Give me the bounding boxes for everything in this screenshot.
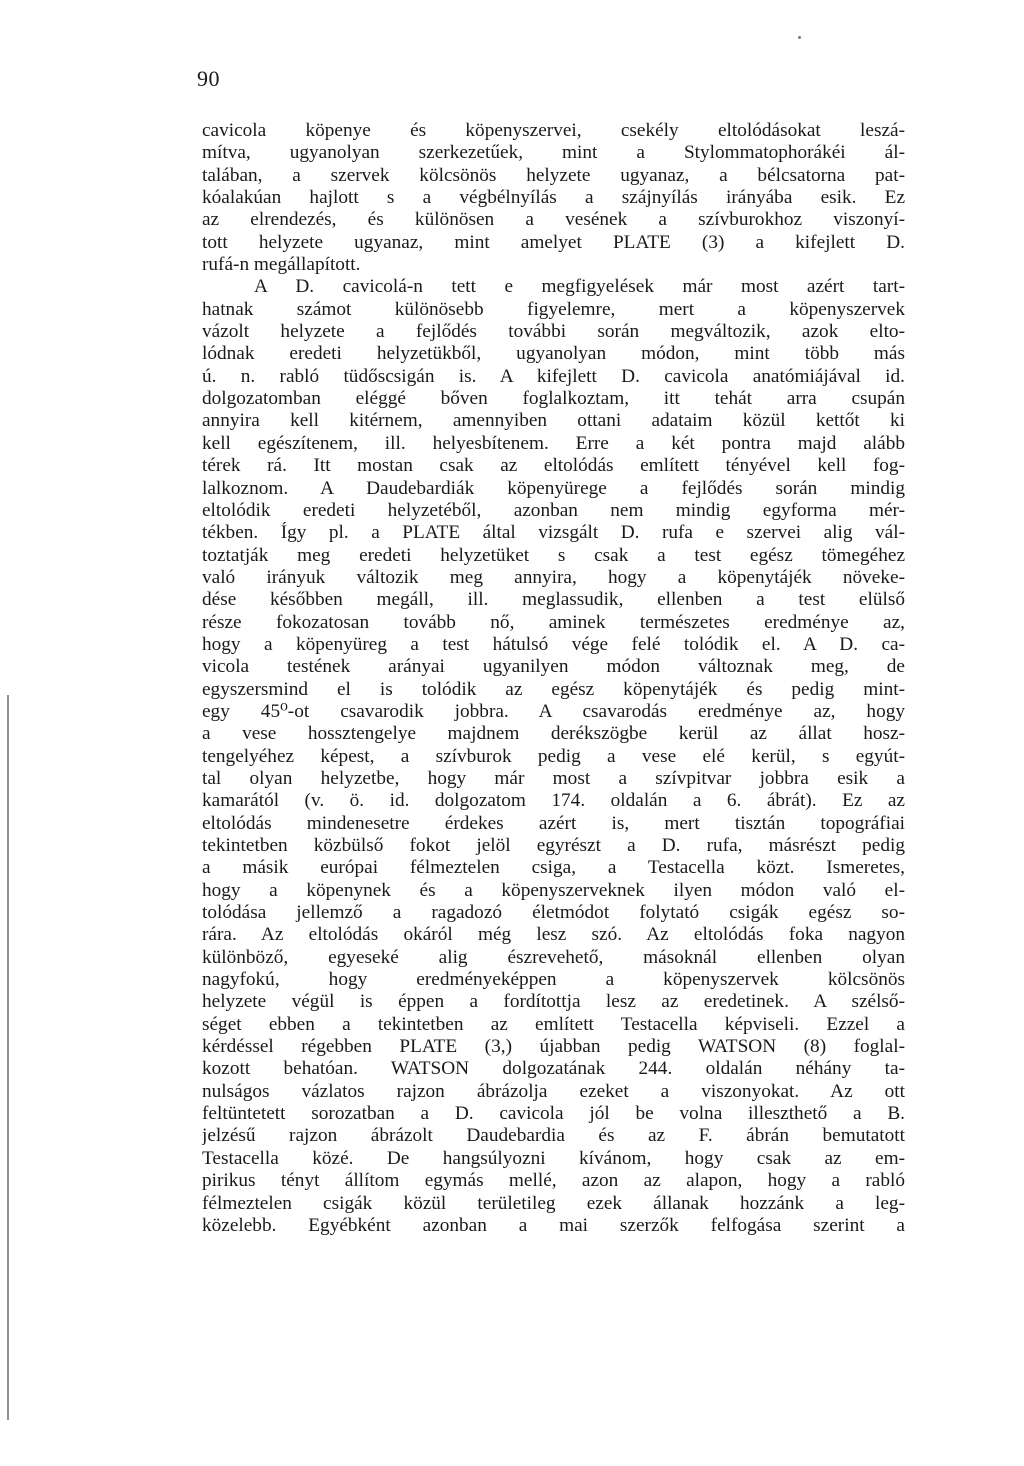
text-line: A D. cavicolá-n tett e megfigyelések már most azért tart- bbox=[254, 276, 905, 298]
text-line: egyszersmind el is tolódik az egész köpenytájék és pedig mint- bbox=[202, 678, 905, 700]
text-line: való irányuk változik meg annyira, hogy a köpenytájék növeke- bbox=[202, 566, 905, 588]
body-text bbox=[202, 120, 905, 1237]
text-line: hogy a köpenyüreg a test hátulsó vége felé tolódik el. A D. ca- bbox=[202, 633, 905, 655]
text-line: tott helyzete ugyanaz, mint amelyet PLATE (3) a kifejlett D. bbox=[202, 231, 905, 253]
text-line: tal olyan helyzetbe, hogy már most a szívpitvar jobbra esik a bbox=[202, 767, 905, 789]
text-line: hogy a köpenynek és a köpenyszerveknek ilyen módon való el- bbox=[202, 879, 905, 901]
text-line: kozott behatóan. WATSON dolgozatának 244. oldalán néhány ta- bbox=[202, 1058, 905, 1080]
text-line: séget ebben a tekintetben az említett Testacella képviseli. Ezzel a bbox=[202, 1013, 905, 1035]
text-line: tékben. Így pl. a PLATE által vizsgált D. rufa e szervei alig vál- bbox=[202, 522, 905, 544]
text-line: vicola testének arányai ugyanilyen módon változnak meg, de bbox=[202, 656, 905, 678]
text-line: félmeztelen csigák közül területileg ezek állanak hozzánk a leg- bbox=[202, 1192, 905, 1214]
text-line: toztatják meg eredeti helyzetüket s csak a test egész tömegéhez bbox=[202, 544, 905, 566]
text-line: különböző, egyeseké alig észrevehető, másoknál ellenben olyan bbox=[202, 946, 905, 968]
text-line: Testacella közé. De hangsúlyozni kívánom, hogy csak az em- bbox=[202, 1147, 905, 1169]
text-line: jelzésű rajzon ábrázolt Daudebardia és az F. ábrán bemutatott bbox=[202, 1125, 905, 1147]
text-line: hatnak számot különösebb figyelemre, mert a köpenyszervek bbox=[202, 298, 905, 320]
text-line: dése későbben megáll, ill. meglassudik, ellenben a test elülső bbox=[202, 589, 905, 611]
text-line: pirikus tényt állítom egymás mellé, azon az alapon, hogy a rabló bbox=[202, 1170, 905, 1192]
text-line: mítva, ugyanolyan szerkezetűek, mint a Stylommatophorákéi ál- bbox=[202, 142, 905, 164]
text-line: kamarától (v. ö. id. dolgozatom 174. oldalán a 6. ábrát). Ez az bbox=[202, 790, 905, 812]
scan-speck bbox=[798, 36, 801, 39]
text-line: kell egészítenem, ill. helyesbítenem. Erre a két pontra majd alább bbox=[202, 432, 905, 454]
text-line: dolgozatomban eléggé bőven foglalkoztam, itt tehát arra csupán bbox=[202, 388, 905, 410]
text-line: tengelyéhez képest, a szívburok pedig a vese elé kerül, s egyút- bbox=[202, 745, 905, 767]
text-line: része fokozatosan tovább nő, aminek természetes eredménye az, bbox=[202, 611, 905, 633]
page-number: 90 bbox=[197, 66, 220, 91]
text-line: annyira kell kitérnem, amennyiben ottani adataim közül kettőt ki bbox=[202, 410, 905, 432]
text-line: az elrendezés, és különösen a vesének a szívburokhoz viszonyí- bbox=[202, 209, 905, 231]
text-line: tolódása jellemző a ragadozó életmódot folytató csigák egész so- bbox=[202, 902, 905, 924]
scan-edge-shadow bbox=[7, 695, 9, 1420]
text-line: feltüntetett sorozatban a D. cavicola jól be volna illeszthető a B. bbox=[202, 1103, 905, 1125]
text-line: nagyfokú, hogy eredményeképpen a köpenyszervek kölcsönös bbox=[202, 969, 905, 991]
text-line: kérdéssel régebben PLATE (3,) újabban pedig WATSON (8) foglal- bbox=[202, 1036, 905, 1058]
text-line: rufá-n megállapított. bbox=[202, 254, 361, 276]
text-line: ú. n. rabló tüdőscsigán is. A kifejlett D. cavicola anatómiájával id. bbox=[202, 365, 905, 387]
text-line: közelebb. Egyébként azonban a mai szerzők felfogása szerint a bbox=[202, 1214, 905, 1236]
text-line: rára. Az eltolódás okáról még lesz szó. Az eltolódás foka nagyon bbox=[202, 924, 905, 946]
text-line: tekintetben közbülső fokot jelöl egyrészt a D. rufa, másrészt pedig bbox=[202, 835, 905, 856]
text-line: kóalakúan hajlott s a végbélnyílás a szájnyílás irányába esik. Ez bbox=[202, 187, 905, 209]
text-line: eltolódás mindenesetre érdekes azért is, mert tisztán topográfiai bbox=[202, 812, 905, 834]
text-line: lódnak eredeti helyzetükből, ugyanolyan módon, mint több más bbox=[202, 343, 905, 365]
text-line: vázolt helyzete a fejlődés további során megváltozik, azok elto- bbox=[202, 321, 905, 343]
text-line: lalkoznom. A Daudebardiák köpenyürege a fejlődés során mindig bbox=[202, 477, 905, 499]
text-line: a vese hossztengelye majdnem derékszögbe kerül az állat hosz- bbox=[202, 723, 905, 745]
text-line: helyzete végül is éppen a fordítottja lesz az eredetinek. A szélső- bbox=[202, 991, 905, 1013]
text-line: nulságos vázlatos rajzon ábrázolja ezeket a viszonyokat. Az ott bbox=[202, 1080, 905, 1102]
text-line: a másik európai félmeztelen csiga, a Testacella közt. Ismeretes, bbox=[202, 857, 905, 879]
text-line: térek rá. Itt mostan csak az eltolódás említett tényével kell fog- bbox=[202, 455, 905, 477]
text-line: talában, a szervek kölcsönös helyzete ugyanaz, a bélcsatorna pat- bbox=[202, 164, 905, 186]
text-line: cavicola köpenye és köpenyszervei, csekély eltolódásokat leszá- bbox=[202, 120, 905, 141]
text-line: eltolódik eredeti helyzetéből, azonban nem mindig egyforma mér- bbox=[202, 499, 905, 521]
text-line: egy 45⁰-ot csavarodik jobbra. A csavarodás eredménye az, hogy bbox=[202, 700, 905, 722]
